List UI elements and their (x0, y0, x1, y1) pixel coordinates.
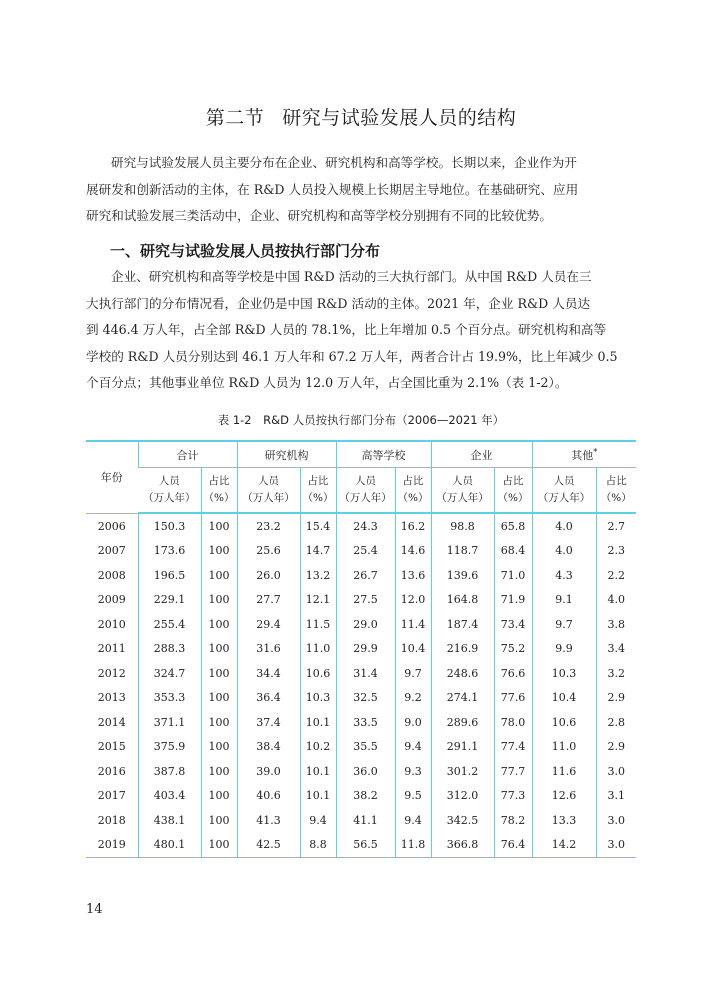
value-cell: 9.5 (395, 784, 431, 809)
intro-line: 展研发和创新活动的主体，在 R&D 人员投入规模上长期居主导地位。在基础研究、应用 (86, 181, 579, 197)
body-line: 大执行部门的分布情况看，企业仍是中国 R&D 活动的主体。2021 年，企业 R&D 人员达 (86, 295, 591, 311)
value-cell: 9.1 (532, 588, 596, 613)
subheader-pct-unit: （%） (203, 492, 235, 504)
subheader-staff-label: 人员 (553, 475, 575, 487)
value-cell: 10.3 (300, 686, 336, 711)
year-cell: 2019 (86, 833, 138, 858)
value-cell: 71.9 (494, 588, 532, 613)
value-cell: 438.1 (138, 808, 201, 833)
year-header: 年份 (86, 441, 138, 513)
value-cell: 10.2 (300, 735, 336, 760)
value-cell: 274.1 (431, 686, 494, 711)
subheader-staff-label: 人员 (452, 475, 473, 487)
value-cell: 31.4 (336, 661, 395, 686)
table-row (86, 686, 636, 711)
subheader-pct (300, 468, 336, 514)
value-cell: 4.0 (532, 539, 596, 564)
value-cell: 75.2 (494, 637, 532, 662)
value-cell: 100 (201, 563, 237, 588)
value-cell: 13.2 (300, 563, 336, 588)
value-cell: 40.6 (237, 784, 300, 809)
subheader-pct-label: 占比 (502, 475, 524, 487)
value-cell: 100 (201, 637, 237, 662)
value-cell: 68.4 (494, 539, 532, 564)
year-cell: 2008 (97, 568, 126, 582)
year-cell: 2014 (97, 715, 126, 729)
year-cell: 2009 (97, 593, 126, 607)
value-cell: 2.9 (596, 686, 636, 711)
value-cell: 26.7 (336, 563, 395, 588)
subheader-pct-unit: （%） (497, 492, 529, 504)
value-cell: 353.3 (138, 686, 201, 711)
subheader-staff (138, 468, 201, 514)
value-cell: 2.8 (596, 710, 636, 735)
value-cell: 15.4 (300, 513, 336, 539)
value-cell: 37.4 (237, 710, 300, 735)
value-cell: 100 (201, 612, 237, 637)
value-cell: 2.3 (596, 539, 636, 564)
value-cell: 3.0 (596, 759, 636, 784)
value-cell: 11.0 (300, 637, 336, 662)
value-cell: 42.5 (237, 833, 300, 858)
value-cell: 3.4 (596, 637, 636, 662)
value-cell: 32.5 (336, 686, 395, 711)
rd-personnel-table (86, 440, 636, 858)
value-cell: 36.0 (336, 759, 395, 784)
subheader-pct-label: 占比 (605, 475, 627, 487)
value-cell: 4.0 (596, 588, 636, 613)
value-cell: 100 (201, 808, 237, 833)
value-cell: 3.8 (596, 612, 636, 637)
value-cell: 38.2 (336, 784, 395, 809)
value-cell: 34.4 (237, 661, 300, 686)
group-header-universities: 高等学校 (336, 441, 431, 468)
section-title (0, 103, 722, 130)
value-cell: 9.7 (532, 612, 596, 637)
subheader-pct (201, 468, 237, 514)
value-cell: 100 (201, 686, 237, 711)
section-number: 第二节 (205, 107, 265, 129)
subheader-staff (532, 468, 596, 514)
value-cell: 11.4 (395, 612, 431, 637)
value-cell: 12.6 (532, 784, 596, 809)
value-cell: 100 (201, 539, 237, 564)
year-cell: 2017 (97, 789, 126, 803)
table-row (86, 735, 636, 760)
value-cell: 78.2 (494, 808, 532, 833)
value-cell: 164.8 (431, 588, 494, 613)
value-cell: 25.6 (237, 539, 300, 564)
value-cell: 100 (201, 759, 237, 784)
value-cell: 100 (201, 588, 237, 613)
value-cell: 24.3 (336, 513, 395, 539)
value-cell: 77.6 (494, 686, 532, 711)
subheader-pct-label: 占比 (208, 475, 230, 487)
value-cell: 371.1 (138, 710, 201, 735)
value-cell: 289.6 (431, 710, 494, 735)
value-cell: 23.2 (237, 513, 300, 539)
year-cell: 2012 (97, 666, 126, 680)
value-cell: 27.5 (336, 588, 395, 613)
value-cell: 13.3 (532, 808, 596, 833)
value-cell: 100 (201, 735, 237, 760)
subheader-pct (596, 468, 636, 514)
value-cell: 100 (201, 661, 237, 686)
table-row (86, 539, 636, 564)
value-cell: 4.0 (532, 513, 596, 539)
value-cell: 100 (201, 710, 237, 735)
value-cell: 35.5 (336, 735, 395, 760)
value-cell: 76.6 (494, 661, 532, 686)
value-cell: 288.3 (138, 637, 201, 662)
value-cell: 56.5 (336, 833, 395, 858)
year-cell: 2018 (97, 813, 126, 827)
value-cell: 187.4 (431, 612, 494, 637)
value-cell: 366.8 (431, 833, 494, 858)
year-cell: 2013 (97, 691, 126, 705)
subheader-pct-unit: （%） (600, 492, 632, 504)
value-cell: 150.3 (138, 513, 201, 539)
value-cell: 403.4 (138, 784, 201, 809)
group-header-research-institutes: 研究机构 (237, 441, 336, 468)
value-cell: 118.7 (431, 539, 494, 564)
value-cell: 2.2 (596, 563, 636, 588)
value-cell: 342.5 (431, 808, 494, 833)
value-cell: 9.4 (395, 808, 431, 833)
body-line: 个百分点；其他事业单位 R&D 人员为 12.0 万人年，占全国比重为 2.1%（表 1-2）。 (86, 375, 568, 390)
value-cell: 3.0 (596, 808, 636, 833)
value-cell: 229.1 (138, 588, 201, 613)
value-cell: 10.4 (532, 686, 596, 711)
value-cell: 71.0 (494, 563, 532, 588)
value-cell: 25.4 (336, 539, 395, 564)
table-row (86, 784, 636, 809)
subheader-pct-unit: （%） (397, 492, 429, 504)
year-cell: 2016 (97, 764, 126, 778)
value-cell: 98.8 (431, 513, 494, 539)
value-cell: 216.9 (431, 637, 494, 662)
value-cell: 14.6 (395, 539, 431, 564)
value-cell: 41.1 (336, 808, 395, 833)
table-caption: 表 1-2 R&D 人员按执行部门分布（2006—2021 年） (217, 413, 505, 427)
value-cell: 9.7 (395, 661, 431, 686)
value-cell: 65.8 (494, 513, 532, 539)
value-cell: 2.9 (596, 735, 636, 760)
intro-line: 研究与试验发展人员主要分布在企业、研究机构和高等学校。长期以来，企业作为开 (111, 155, 577, 170)
value-cell: 10.3 (532, 661, 596, 686)
value-cell: 77.7 (494, 759, 532, 784)
value-cell: 2.7 (596, 513, 636, 539)
subheader-staff (237, 468, 300, 514)
year-cell: 2015 (97, 740, 126, 754)
value-cell: 4.3 (532, 563, 596, 588)
body-line: 学校的 R&D 人员分别达到 46.1 万人年和 67.2 万人年，两者合计占 19.9%，比上年减少 0.5 (86, 348, 618, 364)
subheader-staff-unit: （万人年） (436, 492, 489, 504)
subheader-pct (395, 468, 431, 514)
value-cell: 77.3 (494, 784, 532, 809)
value-cell: 12.1 (300, 588, 336, 613)
value-cell: 11.6 (532, 759, 596, 784)
value-cell: 38.4 (237, 735, 300, 760)
subheader-pct-unit: （%） (302, 492, 334, 504)
value-cell: 9.0 (395, 710, 431, 735)
year-cell: 2010 (97, 617, 126, 631)
value-cell: 10.6 (300, 661, 336, 686)
value-cell: 11.0 (532, 735, 596, 760)
value-cell: 78.0 (494, 710, 532, 735)
value-cell: 100 (201, 513, 237, 539)
others-footnote-mark: * (593, 446, 598, 456)
year-cell: 2007 (97, 544, 126, 558)
year-cell: 2011 (97, 642, 126, 656)
table-body (86, 513, 636, 858)
table-row (86, 612, 636, 637)
intro-line: 研究和试验发展三类活动中，企业、研究机构和高等学校分别拥有不同的比较优势。 (86, 208, 552, 223)
subheader-staff-label: 人员 (158, 475, 180, 487)
value-cell: 3.1 (596, 784, 636, 809)
value-cell: 77.4 (494, 735, 532, 760)
value-cell: 196.5 (138, 563, 201, 588)
value-cell: 31.6 (237, 637, 300, 662)
table-row (86, 661, 636, 686)
value-cell: 255.4 (138, 612, 201, 637)
group-header-enterprises: 企业 (431, 441, 532, 468)
table-row (86, 710, 636, 735)
body-paragraph (86, 264, 638, 397)
group-header-others: 其他* (532, 441, 636, 468)
value-cell: 10.1 (300, 759, 336, 784)
value-cell: 26.0 (237, 563, 300, 588)
intro-paragraph (86, 150, 638, 230)
body-line: 企业、研究机构和高等学校是中国 R&D 活动的三大执行部门。从中国 R&D 人员在三 (111, 269, 592, 284)
value-cell: 9.2 (395, 686, 431, 711)
table-row (86, 637, 636, 662)
subsection-heading: 一、研究与试验发展人员按执行部门分布 (110, 242, 381, 260)
table-row (86, 588, 636, 613)
group-header-total: 合计 (138, 441, 237, 468)
subheader-staff-label: 人员 (355, 475, 376, 487)
value-cell: 36.4 (237, 686, 300, 711)
table-row (86, 808, 636, 833)
body-line: 到 446.4 万人年，占全部 R&D 人员的 78.1%，比上年增加 0.5 个百分点。研究机构和高等 (86, 322, 607, 337)
table-row (86, 833, 636, 858)
table-row (86, 513, 636, 539)
value-cell: 41.3 (237, 808, 300, 833)
value-cell: 16.2 (395, 513, 431, 539)
section-heading: 研究与试验发展人员的结构 (282, 107, 517, 129)
value-cell: 33.5 (336, 710, 395, 735)
subheader-staff-label: 人员 (258, 475, 279, 487)
value-cell: 11.5 (300, 612, 336, 637)
page-number: 14 (86, 902, 103, 917)
value-cell: 12.0 (395, 588, 431, 613)
subheader-pct-label: 占比 (402, 475, 424, 487)
value-cell: 9.3 (395, 759, 431, 784)
value-cell: 13.6 (395, 563, 431, 588)
value-cell: 73.4 (494, 612, 532, 637)
subheader-staff-unit: （万人年） (242, 492, 295, 504)
value-cell: 100 (201, 784, 237, 809)
table-row (86, 759, 636, 784)
value-cell: 301.2 (431, 759, 494, 784)
subheader-row (86, 468, 636, 514)
subheader-staff-unit: （万人年） (537, 492, 591, 504)
value-cell: 139.6 (431, 563, 494, 588)
value-cell: 248.6 (431, 661, 494, 686)
value-cell: 29.0 (336, 612, 395, 637)
subheader-pct (494, 468, 532, 514)
value-cell: 10.1 (300, 784, 336, 809)
value-cell: 3.0 (596, 833, 636, 858)
subheader-staff (431, 468, 494, 514)
value-cell: 14.2 (532, 833, 596, 858)
subheader-staff (336, 468, 395, 514)
value-cell: 9.9 (532, 637, 596, 662)
value-cell: 291.1 (431, 735, 494, 760)
value-cell: 39.0 (237, 759, 300, 784)
value-cell: 76.4 (494, 833, 532, 858)
value-cell: 11.8 (395, 833, 431, 858)
subheader-staff-unit: （万人年） (143, 492, 196, 504)
subheader-pct-label: 占比 (307, 475, 329, 487)
value-cell: 9.4 (395, 735, 431, 760)
value-cell: 480.1 (138, 833, 201, 858)
value-cell: 312.0 (431, 784, 494, 809)
value-cell: 29.9 (336, 637, 395, 662)
value-cell: 173.6 (138, 539, 201, 564)
year-cell: 2006 (97, 519, 126, 533)
value-cell: 8.8 (300, 833, 336, 858)
value-cell: 10.4 (395, 637, 431, 662)
value-cell: 387.8 (138, 759, 201, 784)
value-cell: 9.4 (300, 808, 336, 833)
value-cell: 29.4 (237, 612, 300, 637)
value-cell: 324.7 (138, 661, 201, 686)
value-cell: 375.9 (138, 735, 201, 760)
value-cell: 10.1 (300, 710, 336, 735)
value-cell: 14.7 (300, 539, 336, 564)
value-cell: 100 (201, 833, 237, 858)
value-cell: 10.6 (532, 710, 596, 735)
table-row (86, 563, 636, 588)
value-cell: 3.2 (596, 661, 636, 686)
subheader-staff-unit: （万人年） (339, 492, 392, 504)
value-cell: 27.7 (237, 588, 300, 613)
